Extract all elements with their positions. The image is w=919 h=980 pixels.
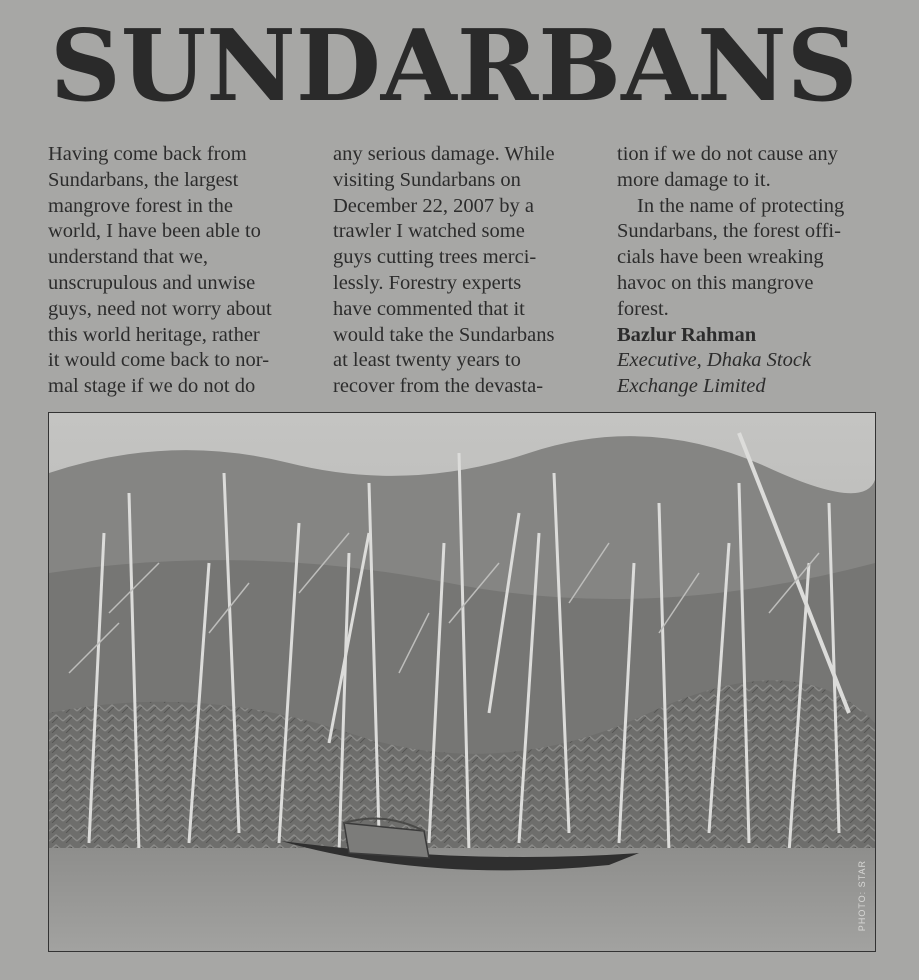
text-line: mangrove forest in the: [48, 194, 234, 217]
letter-paragraph-2: [617, 194, 879, 323]
letter-paragraph-1: [48, 142, 310, 400]
text-line: havoc on this mangrove: [617, 271, 814, 294]
text-line: trawler I watched some: [333, 220, 525, 243]
text-line: Having come back from: [48, 143, 247, 165]
text-line: recover from the devasta-: [333, 375, 544, 398]
text-line: guys, need not worry about: [48, 297, 272, 320]
text-line: cials have been wreaking: [617, 246, 824, 269]
text-line: Sundarbans, the forest offi-: [617, 220, 841, 243]
mangrove-photo: [48, 412, 876, 952]
letter-column-3: [617, 142, 879, 400]
letter-paragraph-1-end: [617, 142, 879, 194]
text-line: lessly. Forestry experts: [333, 271, 522, 294]
photo-credit: PHOTO: STAR: [857, 859, 867, 931]
author-name: Bazlur Rahman: [617, 323, 757, 346]
text-line: have commented that it: [333, 297, 525, 320]
author-affiliation-line-2: Exchange Limited: [617, 375, 766, 398]
author-affiliation-line-1: Executive, Dhaka Stock: [617, 349, 812, 372]
letter-column-2: [333, 142, 595, 400]
text-line: world, I have been able to: [48, 220, 261, 243]
text-line: more damage to it.: [617, 168, 771, 191]
text-line: tion if we do not cause any: [617, 143, 838, 165]
text-line: mal stage if we do not do: [48, 375, 256, 398]
text-line: at least twenty years to: [333, 349, 521, 372]
text-line: any serious damage. While: [333, 143, 555, 165]
text-line: visiting Sundarbans on: [333, 168, 521, 191]
text-line: forest.: [617, 297, 669, 320]
text-line: unscrupulous and unwise: [48, 271, 256, 294]
text-line: understand that we,: [48, 246, 208, 269]
headline-text: SUNDARBANS: [50, 9, 858, 124]
headline: [50, 9, 858, 124]
text-line: Sundarbans, the largest: [48, 168, 239, 191]
text-line: guys cutting trees merci-: [333, 246, 537, 269]
text-line: this world heritage, rather: [48, 323, 260, 346]
text-line: In the name of protecting: [637, 194, 845, 217]
text-line: would take the Sundarbans: [333, 323, 555, 346]
text-line: it would come back to nor-: [48, 349, 270, 372]
photo-illustration: [49, 413, 875, 951]
text-line: December 22, 2007 by a: [333, 194, 534, 217]
letter-column-1: [48, 142, 310, 400]
letter-paragraph-1-cont: [333, 142, 595, 400]
